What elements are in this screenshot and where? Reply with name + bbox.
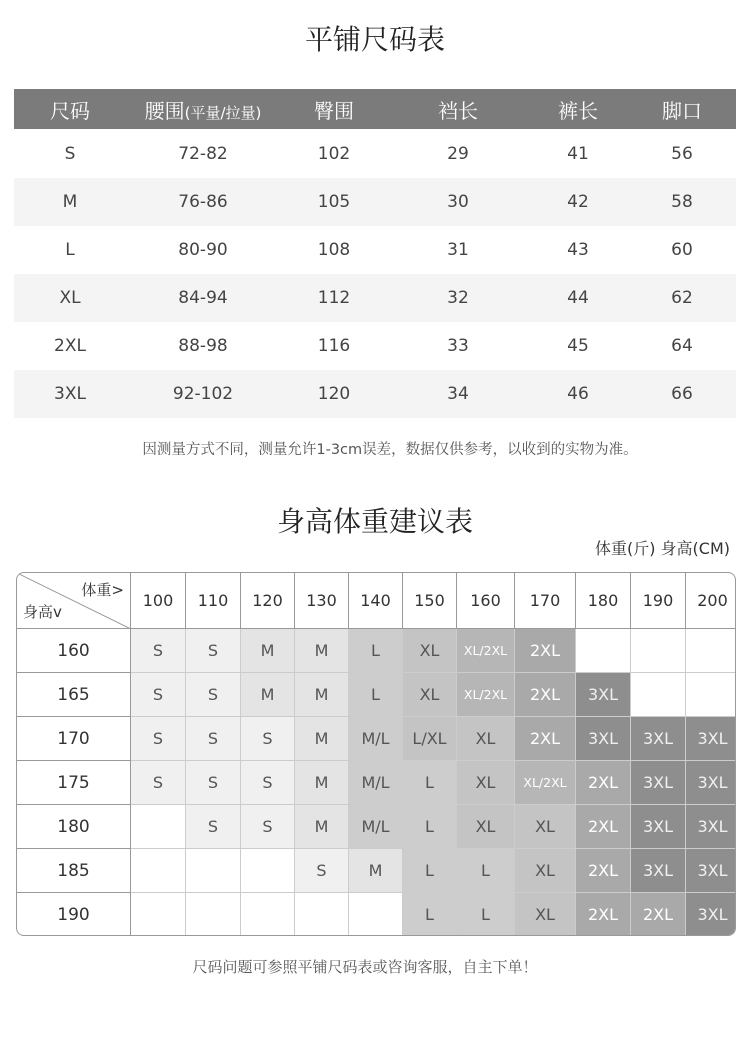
recommend-size-cell: 3XL bbox=[631, 805, 686, 849]
size-chart-row bbox=[14, 130, 736, 178]
recommend-size-cell: 3XL bbox=[686, 893, 736, 936]
recommend-size-cell: 3XL bbox=[631, 761, 686, 805]
height-row-header: 185 bbox=[17, 849, 131, 893]
recommend-size-cell: XL/2XL bbox=[457, 673, 515, 717]
height-row-header: 160 bbox=[17, 629, 131, 673]
size-chart-cell: M bbox=[62, 192, 78, 212]
recommend-size-cell: XL bbox=[457, 717, 515, 761]
recommend-size-cell: 3XL bbox=[631, 717, 686, 761]
weight-column-header: 130 bbox=[295, 573, 349, 629]
size-chart-cell: 42 bbox=[567, 192, 589, 212]
size-chart-cell: 34 bbox=[447, 384, 469, 404]
recommend-size-cell: 2XL bbox=[515, 673, 576, 717]
recommend-size-cell: 2XL bbox=[631, 893, 686, 936]
size-chart-header-cell: 臀围 bbox=[314, 98, 354, 123]
recommend-size-cell: M bbox=[295, 673, 349, 717]
recommend-chart-title: 身高体重建议表 bbox=[276, 505, 473, 538]
size-chart-note: 因测量方式不同，测量允许1-3cm误差，数据仅供参考，以收到的实物为准。 bbox=[142, 442, 638, 458]
size-chart-cell: 105 bbox=[317, 192, 351, 212]
size-chart-row bbox=[14, 370, 736, 418]
recommend-size-cell: XL bbox=[515, 805, 576, 849]
size-chart-cell: 58 bbox=[671, 192, 693, 212]
recommend-size-cell: S bbox=[186, 629, 241, 673]
recommend-size-cell bbox=[686, 629, 736, 673]
recommend-size-cell: M/L bbox=[349, 805, 403, 849]
recommend-size-cell: XL bbox=[457, 761, 515, 805]
recommend-size-cell: L bbox=[457, 893, 515, 936]
size-chart-cell: 33 bbox=[447, 336, 469, 356]
size-chart-cell: 32 bbox=[447, 288, 469, 308]
recommend-size-cell: 3XL bbox=[686, 849, 736, 893]
recommend-size-cell bbox=[686, 673, 736, 717]
recommend-size-cell: 2XL bbox=[576, 761, 631, 805]
recommend-size-cell: 3XL bbox=[686, 805, 736, 849]
size-chart-header-cell: 腰围(平量/拉量) bbox=[144, 98, 262, 123]
size-chart-table bbox=[14, 89, 736, 418]
recommend-size-cell: L bbox=[403, 761, 457, 805]
size-chart-cell: 76-86 bbox=[178, 192, 228, 212]
size-chart-cell: 41 bbox=[567, 144, 589, 164]
size-chart-cell: 92-102 bbox=[172, 384, 234, 404]
size-chart-cell: 112 bbox=[317, 288, 351, 308]
recommend-size-cell: M bbox=[349, 849, 403, 893]
recommend-size-cell: XL bbox=[515, 849, 576, 893]
recommend-size-cell: M bbox=[241, 629, 295, 673]
size-chart-cell: 60 bbox=[671, 240, 693, 260]
recommend-size-cell bbox=[186, 893, 241, 936]
size-chart-cell: 29 bbox=[447, 144, 469, 164]
weight-column-header: 190 bbox=[631, 573, 686, 629]
size-chart-cell: 102 bbox=[317, 144, 351, 164]
recommend-size-cell bbox=[131, 805, 186, 849]
height-row-header: 165 bbox=[17, 673, 131, 717]
weight-column-header: 110 bbox=[186, 573, 241, 629]
size-chart-header-cell: 尺码 bbox=[50, 98, 90, 123]
recommend-size-cell: XL bbox=[403, 629, 457, 673]
size-chart-header-row bbox=[14, 89, 736, 129]
height-row-header: 175 bbox=[17, 761, 131, 805]
height-row-header: 170 bbox=[17, 717, 131, 761]
size-chart-row bbox=[14, 226, 736, 274]
recommend-size-cell: 2XL bbox=[515, 717, 576, 761]
recommend-size-cell bbox=[295, 893, 349, 936]
recommend-size-cell: L bbox=[349, 673, 403, 717]
recommend-size-cell: 2XL bbox=[515, 629, 576, 673]
recommend-size-cell: M/L bbox=[349, 761, 403, 805]
recommend-size-cell: M bbox=[295, 761, 349, 805]
size-chart-cell: 84-94 bbox=[178, 288, 228, 308]
size-chart-cell: 80-90 bbox=[178, 240, 228, 260]
recommend-size-cell: 3XL bbox=[686, 761, 736, 805]
size-chart-cell: 30 bbox=[447, 192, 469, 212]
recommend-size-cell bbox=[131, 849, 186, 893]
recommend-size-cell: S bbox=[186, 761, 241, 805]
recommend-size-cell: L bbox=[403, 893, 457, 936]
recommend-size-cell: S bbox=[241, 805, 295, 849]
height-row-header: 190 bbox=[17, 893, 131, 936]
weight-column-header: 180 bbox=[576, 573, 631, 629]
recommend-size-cell: S bbox=[186, 673, 241, 717]
corner-height-label: 身高v bbox=[23, 603, 62, 621]
recommend-size-cell: L bbox=[403, 849, 457, 893]
recommend-size-cell: 3XL bbox=[576, 717, 631, 761]
recommend-size-cell bbox=[241, 893, 295, 936]
recommend-size-cell: 2XL bbox=[576, 805, 631, 849]
size-chart-cell: 43 bbox=[567, 240, 589, 260]
recommend-size-cell: L bbox=[457, 849, 515, 893]
recommend-size-cell bbox=[186, 849, 241, 893]
recommend-size-cell: 3XL bbox=[631, 849, 686, 893]
recommend-chart-corner bbox=[17, 573, 131, 629]
recommend-size-cell: M bbox=[295, 717, 349, 761]
weight-column-header: 140 bbox=[349, 573, 403, 629]
recommend-size-cell: S bbox=[241, 717, 295, 761]
recommend-size-cell: S bbox=[241, 761, 295, 805]
size-chart-cell: 62 bbox=[671, 288, 693, 308]
recommend-size-cell: 3XL bbox=[686, 717, 736, 761]
recommend-size-cell bbox=[131, 893, 186, 936]
recommend-size-cell: XL bbox=[403, 673, 457, 717]
size-chart-cell: 45 bbox=[567, 336, 589, 356]
recommend-size-cell: XL bbox=[515, 893, 576, 936]
recommend-size-cell: XL/2XL bbox=[515, 761, 576, 805]
size-chart-cell: 64 bbox=[671, 336, 693, 356]
size-chart-cell: 120 bbox=[317, 384, 351, 404]
weight-column-header: 160 bbox=[457, 573, 515, 629]
size-chart-cell: 31 bbox=[447, 240, 469, 260]
size-chart-cell: S bbox=[64, 144, 76, 164]
recommend-size-cell: 2XL bbox=[576, 893, 631, 936]
size-chart-cell: 3XL bbox=[54, 384, 86, 404]
recommend-size-cell: M bbox=[295, 805, 349, 849]
weight-column-header: 100 bbox=[131, 573, 186, 629]
recommend-size-cell: XL bbox=[457, 805, 515, 849]
size-chart-cell: XL bbox=[59, 288, 81, 308]
size-chart-row bbox=[14, 274, 736, 322]
size-chart-header-cell: 裆长 bbox=[438, 98, 478, 123]
size-chart-row bbox=[14, 178, 736, 226]
size-chart-body bbox=[14, 130, 736, 418]
size-chart-row bbox=[14, 322, 736, 370]
recommend-size-cell: M bbox=[241, 673, 295, 717]
size-chart-title: 平铺尺码表 bbox=[304, 23, 445, 56]
recommend-size-cell: L/XL bbox=[403, 717, 457, 761]
size-chart-cell: 56 bbox=[671, 144, 693, 164]
size-chart-cell: 72-82 bbox=[178, 144, 228, 164]
height-row-header: 180 bbox=[17, 805, 131, 849]
recommend-size-cell bbox=[631, 673, 686, 717]
recommend-size-cell: L bbox=[349, 629, 403, 673]
recommend-size-cell: M/L bbox=[349, 717, 403, 761]
size-chart-header-cell: 脚口 bbox=[662, 98, 702, 123]
recommend-size-cell: S bbox=[131, 717, 186, 761]
size-chart-cell: 2XL bbox=[54, 336, 86, 356]
size-chart-cell: 66 bbox=[671, 384, 693, 404]
weight-column-header: 200 bbox=[686, 573, 736, 629]
recommend-size-cell bbox=[631, 629, 686, 673]
recommend-size-cell bbox=[241, 849, 295, 893]
recommend-size-cell bbox=[576, 629, 631, 673]
recommend-size-cell: M bbox=[295, 629, 349, 673]
size-chart-header-cell: 裤长 bbox=[558, 98, 598, 123]
weight-column-header: 170 bbox=[515, 573, 576, 629]
recommend-size-cell: S bbox=[131, 761, 186, 805]
recommend-size-cell: S bbox=[131, 629, 186, 673]
recommend-size-cell: S bbox=[186, 805, 241, 849]
size-chart-cell: 44 bbox=[567, 288, 589, 308]
recommend-chart-note: 尺码问题可参照平铺尺码表或咨询客服，自主下单！ bbox=[192, 958, 538, 976]
recommend-size-cell: S bbox=[295, 849, 349, 893]
recommend-size-cell bbox=[349, 893, 403, 936]
size-chart-cell: 88-98 bbox=[178, 336, 228, 356]
recommend-size-cell: L bbox=[403, 805, 457, 849]
recommend-size-cell: S bbox=[131, 673, 186, 717]
recommend-size-cell: XL/2XL bbox=[457, 629, 515, 673]
corner-weight-label: 体重> bbox=[81, 581, 124, 599]
recommend-chart-table bbox=[16, 572, 736, 936]
size-chart-cell: 116 bbox=[317, 336, 351, 356]
size-chart-cell: L bbox=[65, 240, 75, 260]
weight-column-header: 120 bbox=[241, 573, 295, 629]
size-chart-cell: 108 bbox=[317, 240, 351, 260]
recommend-size-cell: 2XL bbox=[576, 849, 631, 893]
size-chart-cell: 46 bbox=[567, 384, 589, 404]
recommend-chart-unit-label: 体重(斤) 身高(CM) bbox=[594, 539, 730, 558]
weight-column-header: 150 bbox=[403, 573, 457, 629]
recommend-size-cell: S bbox=[186, 717, 241, 761]
recommend-size-cell: 3XL bbox=[576, 673, 631, 717]
